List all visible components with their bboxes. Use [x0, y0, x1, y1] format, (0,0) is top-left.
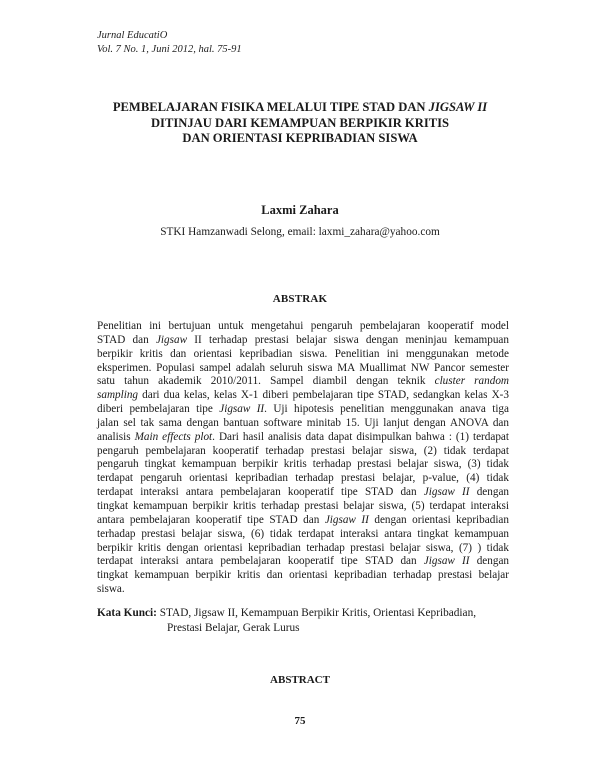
abstrak-text: STAD dan [97, 333, 156, 346]
abstrak-italic-text: cluster random [434, 375, 509, 388]
abstrak-text: . Uji hipotesis penelitian menggunakan anava tiga [264, 403, 509, 416]
abstrak-line [97, 445, 509, 459]
abstrak-italic-text: Jigsaw II [219, 403, 265, 416]
abstrak-text: dengan [469, 555, 510, 568]
keywords [97, 606, 527, 636]
page-number: 75 [294, 715, 306, 727]
abstrak-line [97, 417, 509, 431]
abstrak-text: pengaruh pembelajaran kooperatif terhadap prestasi belajar siswa, (2) tidak terdapat [97, 444, 509, 457]
abstrak-text: pengaruh tingkat kemampuan berpikir kritis terhadap prestasi belajar siswa, (3) tidak [97, 458, 509, 471]
abstrak-text: analisis [97, 430, 135, 443]
abstrak-text: berpikir kritis dengan orientasi kepribadian terhadap prestasi belajar siswa, (7) ) tidak [97, 541, 509, 554]
abstrak-text: dengan [469, 486, 510, 499]
abstract-heading: ABSTRACT [270, 674, 330, 686]
title-line-3: DAN ORIENTASI KEPRIBADIAN SISWA [182, 131, 418, 146]
abstrak-text: . Dari hasil analisis data dapat disimpulkan bahwa : (1) terdapat [212, 430, 509, 443]
title-line-2: DITINJAU DARI KEMAMPUAN BERPIKIR KRITIS [150, 115, 450, 130]
abstrak-text: satu tahun akademik 2010/2011. Sampel diambil dengan teknik [97, 375, 435, 388]
abstrak-heading: ABSTRAK [272, 293, 328, 305]
abstrak-italic-text: Main effects plot [134, 430, 213, 443]
abstrak-line [97, 403, 509, 417]
journal-header [97, 29, 242, 57]
abstrak-text: II terhadap prestasi belajar siswa dengan meninjau kemampuan [187, 333, 509, 346]
keywords-line-2: Prestasi Belajar, Gerak Lurus [167, 622, 300, 634]
abstrak-italic-text: sampling [97, 389, 139, 402]
journal-volume: Vol. 7 No. 1, Juni 2012, hal. 75-91 [97, 44, 242, 55]
abstrak-line [97, 458, 509, 472]
abstrak-text: jalan sel tak sama dengan bantuan software minitab 15. Uji lanjut dengan ANOVA dan [97, 416, 509, 429]
keywords-line-1: STAD, Jigsaw II, Kemampuan Berpikir Kritis, Orientasi Kepribadian, [156, 607, 477, 619]
abstrak-line [97, 389, 509, 403]
author-affiliation: STKI Hamzanwadi Selong, email: laxmi_zahara@yahoo.com [160, 226, 440, 238]
abstrak-text: terdapat pengaruh orientasi kepribadian terhadap prestasi belajar, p-value, (4) tidak [97, 472, 509, 485]
paper-title [80, 100, 520, 147]
abstrak-text: siswa. [97, 583, 125, 596]
abstrak-text: dengan orientasi kepribadian [368, 513, 509, 526]
abstrak-body [97, 320, 509, 597]
abstrak-text: Penelitian ini bertujuan untuk mengetahui pengaruh pembelajaran kooperatif model [97, 320, 509, 332]
abstrak-italic-text: Jigsaw II [423, 555, 470, 568]
abstrak-italic-text: Jigsaw II [324, 513, 369, 526]
title-line-1-italic: JIGSAW II [428, 100, 488, 114]
abstrak-text: terhadap prestasi belajar siswa, (6) tidak terdapat interaksi antara tingkat kemampuan [97, 527, 509, 540]
title-line-1 [80, 100, 520, 116]
abstrak-italic-text: Jigsaw II [423, 486, 470, 499]
abstrak-line [97, 555, 509, 569]
author-name: Laxmi Zahara [261, 203, 339, 217]
title-line-1-text: PEMBELAJARAN FISIKA MELALUI TIPE STAD DAN [112, 100, 429, 114]
abstrak-text: eksperimen. Populasi sampel adalah seluruh siswa MA Muallimat NW Pancor semester [97, 361, 509, 374]
abstrak-line [97, 472, 509, 486]
abstrak-text: terdapat interaksi antara pembelajaran kooperatif tipe STAD dan [97, 486, 424, 499]
abstrak-line [97, 431, 509, 445]
abstrak-line [97, 348, 509, 362]
abstrak-italic-text: Jigsaw [155, 333, 188, 346]
journal-name: Jurnal EducatiO [97, 30, 168, 41]
keywords-label: Kata Kunci: [97, 607, 157, 619]
abstrak-line [97, 500, 509, 514]
abstrak-text: terdapat interaksi antara pembelajaran kooperatif tipe STAD dan [97, 555, 424, 568]
abstrak-line [97, 528, 509, 542]
abstrak-line [97, 486, 509, 500]
abstrak-line [97, 320, 509, 334]
abstrak-text: tingkat kemampuan berpikir kritis dan orientasi kepribadian terhadap prestasi belajar [97, 569, 509, 582]
abstrak-line [97, 569, 509, 583]
abstrak-text: tingkat kemampuan berpikir kritis terhadap prestasi belajar siswa, (5) terdapat interaksi [97, 499, 509, 512]
abstrak-line [97, 542, 509, 556]
abstrak-line [97, 514, 509, 528]
abstrak-line [97, 583, 509, 597]
abstrak-text: antara pembelajaran kooperatif tipe STAD dan [97, 513, 325, 526]
abstrak-text: diberi pembelajaran tipe [97, 403, 220, 416]
abstrak-text: berpikir kritis dan orientasi kepribadian siswa. Penelitian ini menggunakan metode [97, 347, 509, 360]
abstrak-line [97, 362, 509, 376]
abstrak-text: dari dua kelas, kelas X-1 diberi pembelajaran tipe STAD, sedangkan kelas X-3 [138, 389, 509, 402]
abstrak-line [97, 375, 509, 389]
abstrak-line [97, 334, 509, 348]
